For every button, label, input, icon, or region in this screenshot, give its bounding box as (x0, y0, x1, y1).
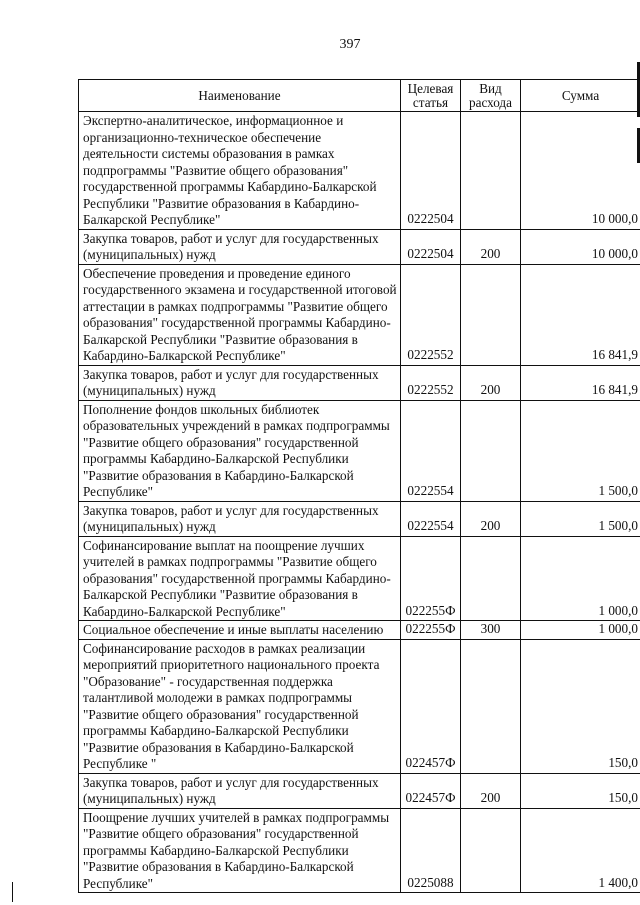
row-name: Софинансирование расходов в рамках реализации мероприятий приоритетного национального проекта "Образование" - государственная поддержка талантливой молодежи в рамках подпрограммы "Развитие общего образования" государственной программы Кабардино-Балкарской Республики "Развитие образования в Кабардино-Балкарской Республике " (79, 639, 401, 773)
table-row (79, 365, 640, 400)
row-name: Софинансирование выплат на поощрение лучших учителей в рамках подпрограммы "Развитие общего образования" государственной программы Кабардино-Балкарской Республики "Развитие образования в Кабардино-Балкарской Республике" (79, 536, 401, 621)
row-name: Экспертно-аналитическое, информационное и организационно-техническое обеспечение деятельности системы образования в рамках подпрограммы "Развитие общего образования" государственной программы Кабардино-Балкарской Республики "Развитие образования в Кабардино-Балкарской Республике" (79, 112, 401, 230)
row-amount: 1 000,0 (521, 536, 640, 621)
row-name: Социальное обеспечение и иные выплаты населению (79, 621, 401, 640)
row-target-article: 022457Ф (401, 639, 461, 773)
table-row (79, 501, 640, 536)
table-row (79, 621, 640, 640)
table-row (79, 112, 640, 230)
row-name: Поощрение лучших учителей в рамках подпрограммы "Развитие общего образования" государственной программы Кабардино-Балкарской Республики "Развитие образования в Кабардино-Балкарской Республике" (79, 808, 401, 893)
row-amount: 16 841,9 (521, 264, 640, 365)
row-name: Обеспечение проведения и проведение единого государственного экзамена и государственной итоговой аттестации в рамках подпрограммы "Развитие общего образования" государственной программы Кабардино-Балкарской Республики "Развитие образования в Кабардино-Балкарской Республике" (79, 264, 401, 365)
row-expense-type (461, 264, 521, 365)
row-expense-type (461, 112, 521, 230)
header-target-article: Целевая статья (401, 80, 461, 112)
row-name: Закупка товаров, работ и услуг для государственных (муниципальных) нужд (79, 365, 401, 400)
header-expense-type: Вид расхода (461, 80, 521, 112)
row-target-article: 0222552 (401, 264, 461, 365)
row-name: Закупка товаров, работ и услуг для государственных (муниципальных) нужд (79, 229, 401, 264)
row-target-article: 0222554 (401, 400, 461, 501)
row-expense-type (461, 639, 521, 773)
header-name: Наименование (79, 80, 401, 112)
row-expense-type (461, 536, 521, 621)
budget-table (78, 79, 640, 893)
row-expense-type: 200 (461, 365, 521, 400)
row-amount: 150,0 (521, 639, 640, 773)
row-expense-type (461, 808, 521, 893)
row-amount: 1 500,0 (521, 501, 640, 536)
row-name: Закупка товаров, работ и услуг для государственных (муниципальных) нужд (79, 501, 401, 536)
row-target-article: 022255Ф (401, 621, 461, 640)
row-name: Закупка товаров, работ и услуг для государственных (муниципальных) нужд (79, 773, 401, 808)
row-amount: 16 841,9 (521, 365, 640, 400)
row-amount: 1 400,0 (521, 808, 640, 893)
row-target-article: 022255Ф (401, 536, 461, 621)
table-row (79, 773, 640, 808)
row-name: Пополнение фондов школьных библиотек образовательных учреждений в рамках подпрограммы "Развитие общего образования" государственной программы Кабардино-Балкарской Республики "Развитие образования в Кабардино-Балкарской Республике" (79, 400, 401, 501)
row-expense-type: 200 (461, 773, 521, 808)
row-expense-type: 200 (461, 501, 521, 536)
row-amount: 1 500,0 (521, 400, 640, 501)
header-amount: Сумма (521, 80, 640, 112)
table-row (79, 536, 640, 621)
row-amount: 150,0 (521, 773, 640, 808)
row-target-article: 0222554 (401, 501, 461, 536)
row-target-article: 0222504 (401, 112, 461, 230)
table-row (79, 639, 640, 773)
row-amount: 10 000,0 (521, 112, 640, 230)
left-margin-mark (12, 882, 13, 902)
table-header-row (79, 80, 640, 112)
row-target-article: 022457Ф (401, 773, 461, 808)
table-row (79, 264, 640, 365)
row-expense-type (461, 400, 521, 501)
row-target-article: 0225088 (401, 808, 461, 893)
row-expense-type: 300 (461, 621, 521, 640)
page-number: 397 (339, 37, 361, 52)
table-row (79, 808, 640, 893)
row-target-article: 0222552 (401, 365, 461, 400)
row-amount: 10 000,0 (521, 229, 640, 264)
table-row (79, 229, 640, 264)
row-expense-type: 200 (461, 229, 521, 264)
row-amount: 1 000,0 (521, 621, 640, 640)
table-row (79, 400, 640, 501)
row-target-article: 0222504 (401, 229, 461, 264)
